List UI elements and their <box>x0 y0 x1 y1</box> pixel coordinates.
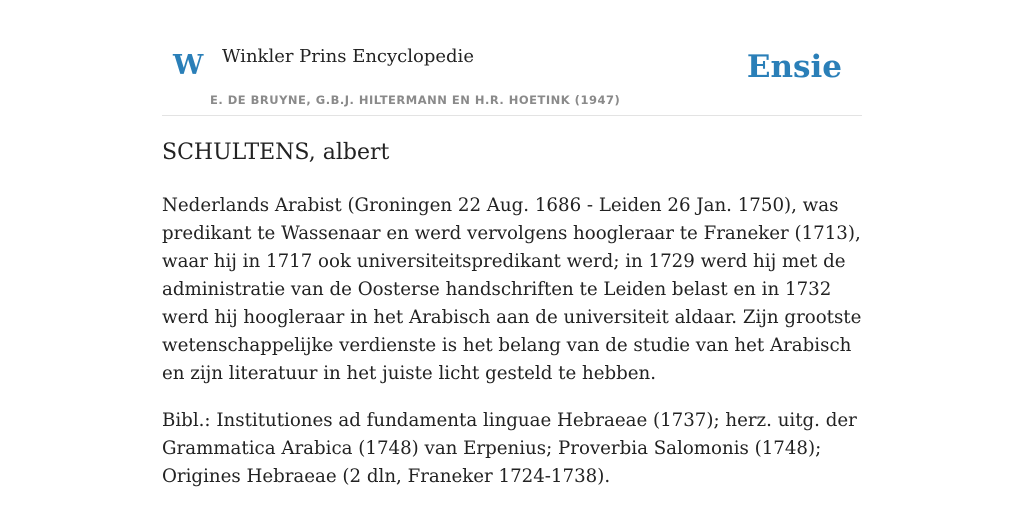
encyclopedia-title[interactable]: Winkler Prins Encyclopedie <box>222 46 474 67</box>
encyclopedia-logo-icon[interactable]: W <box>173 50 204 81</box>
authors-byline: E. DE BRUYNE, G.B.J. HILTERMANN EN H.R. HOETINK (1947) <box>210 93 621 107</box>
ensie-brand-logo[interactable]: Ensie <box>746 49 842 85</box>
article-paragraph-bibliography: Bibl.: Institutiones ad fundamenta linguae Hebraeae (1737); herz. uitg. der Grammatica Arabica (1748) van Erpenius; Proverbia Salomonis (1748); Origines Hebraeae (2 dln, Franeker 1724-1738). <box>162 410 857 487</box>
article-paragraph-1: Nederlands Arabist (Groningen 22 Aug. 1686 - Leiden 26 Jan. 1750), was predikant te Wassenaar en werd vervolgens hoogleraar te Franeker (1713), waar hij in 1717 ook universiteitspredikant werd; in 1729 werd hij met de administratie van de Oosterse handschriften te Leiden belast en in 1732 werd hij hoogleraar in het Arabisch aan de universiteit aldaar. Zijn grootste wetenschappelijke verdienste is het belang van de studie van het Arabisch en zijn literatuur in het juiste licht gesteld te hebben. <box>162 195 862 384</box>
site-header <box>162 0 862 116</box>
article-title: SCHULTENS, albert <box>162 140 390 165</box>
